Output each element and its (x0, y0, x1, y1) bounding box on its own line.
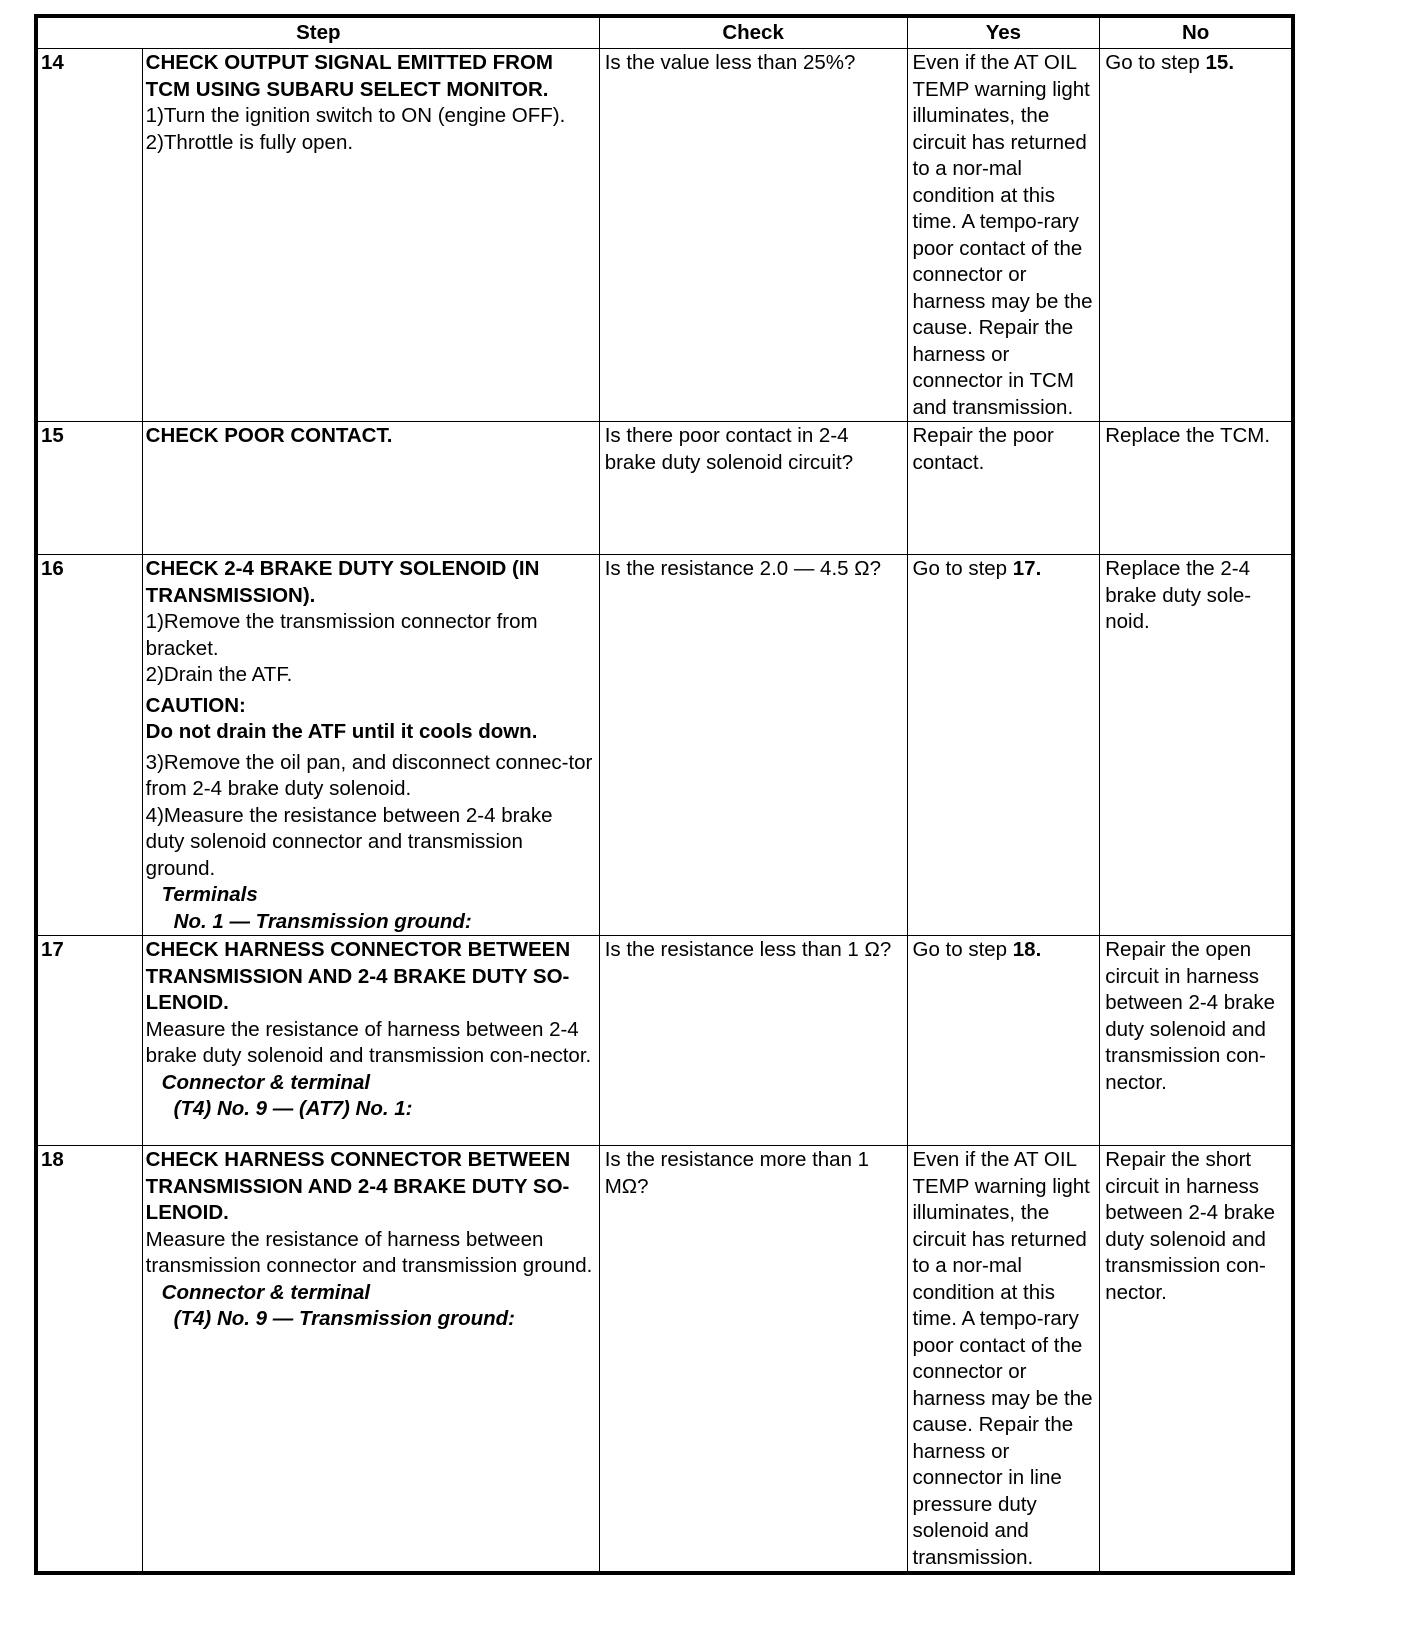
step-description (142, 1146, 599, 1572)
step-instruction: 3)Remove the oil pan, and disconnect connec-tor from 2-4 brake duty solenoid. (145, 750, 593, 800)
step-instruction: 1)Remove the transmission connector from bracket. (145, 610, 538, 660)
header-yes: Yes (907, 18, 1100, 49)
check-cell: Is the resistance 2.0 — 4.5 Ω? (599, 555, 907, 936)
no-cell: Replace the TCM. (1100, 422, 1292, 555)
step-description (142, 422, 599, 555)
step-instruction: 1)Turn the ignition switch to ON (engine OFF). (145, 104, 566, 127)
step-description (142, 555, 599, 936)
no-cell: Repair the short circuit in harness between 2-4 brake duty solenoid and transmission con-nector. (1100, 1146, 1292, 1572)
header-row (38, 18, 1292, 49)
no-cell: Replace the 2-4 brake duty sole-noid. (1100, 555, 1292, 936)
yes-cell: Even if the AT OIL TEMP warning light illuminates, the circuit has returned to a nor-mal condition at this time. A tempo-rary poor contact of the connector or harness may be the cause. Repair the harness or connector in TCM and transmission. (907, 49, 1100, 422)
no-cell (1100, 49, 1292, 422)
step-title: CHECK 2-4 BRAKE DUTY SOLENOID (IN TRANSMISSION). (145, 557, 540, 607)
check-cell: Is the resistance less than 1 Ω? (599, 936, 907, 1146)
step-title: CHECK POOR CONTACT. (145, 424, 393, 447)
check-cell: Is there poor contact in 2-4 brake duty solenoid circuit? (599, 422, 907, 555)
terminal-label: Terminals (161, 883, 258, 906)
no-cell: Repair the open circuit in harness between 2-4 brake duty solenoid and transmission con-nector. (1100, 936, 1292, 1146)
yes-cell (907, 555, 1100, 936)
header-check: Check (599, 18, 907, 49)
step-instruction: Measure the resistance of harness between 2-4 brake duty solenoid and transmission con-nector. (145, 1017, 592, 1067)
table-row (38, 1146, 1292, 1572)
header-no: No (1100, 18, 1292, 49)
yes-cell (907, 936, 1100, 1146)
table-row (38, 555, 1292, 936)
terminal-label: Connector & terminal (161, 1280, 371, 1304)
goto-text: Go to step (912, 938, 1013, 961)
yes-cell: Repair the poor contact. (907, 422, 1100, 555)
table-row (38, 422, 1292, 555)
terminal-value: (T4) No. 9 — Transmission ground: (173, 1307, 515, 1330)
yes-cell: Even if the AT OIL TEMP warning light illuminates, the circuit has returned to a nor-mal condition at this time. A tempo-rary poor contact of the connector or harness may be the cause. Repair the harness or connector in line pressure duty solenoid and transmission. (907, 1146, 1100, 1572)
caution-text: Do not drain the ATF until it cools down. (145, 720, 538, 743)
check-cell: Is the value less than 25%? (599, 49, 907, 422)
terminal-label: Connector & terminal (161, 1070, 371, 1094)
table-row (38, 49, 1292, 422)
terminal-value: No. 1 — Transmission ground: (173, 909, 472, 933)
goto-step-number: 17. (1012, 557, 1042, 580)
step-number: 15 (38, 422, 143, 555)
step-number: 17 (38, 936, 143, 1146)
goto-step-number: 18. (1012, 938, 1042, 961)
step-title: CHECK OUTPUT SIGNAL EMITTED FROM TCM USING SUBARU SELECT MONITOR. (145, 51, 554, 101)
step-number: 14 (38, 49, 143, 422)
goto-step-number: 15. (1205, 51, 1235, 74)
step-description (142, 936, 599, 1146)
caution-label: CAUTION: (145, 693, 246, 717)
table-row (38, 936, 1292, 1146)
step-number: 18 (38, 1146, 143, 1572)
header-step: Step (38, 18, 600, 49)
diagnostic-table-sheet (34, 14, 1295, 1575)
step-instruction: 2)Drain the ATF. (145, 663, 293, 686)
terminal-value: (T4) No. 9 — (AT7) No. 1: (173, 1097, 413, 1120)
step-instruction: Measure the resistance of harness between transmission connector and transmission ground. (145, 1227, 593, 1277)
goto-text: Go to step (912, 557, 1013, 580)
goto-text: Go to step (1105, 51, 1206, 74)
step-title: CHECK HARNESS CONNECTOR BETWEEN TRANSMISSION AND 2-4 BRAKE DUTY SO-LENOID. (145, 1148, 571, 1224)
step-description (142, 49, 599, 422)
step-instruction: 2)Throttle is fully open. (145, 130, 354, 154)
step-number: 16 (38, 555, 143, 936)
check-cell: Is the resistance more than 1 MΩ? (599, 1146, 907, 1572)
step-title: CHECK HARNESS CONNECTOR BETWEEN TRANSMISSION AND 2-4 BRAKE DUTY SO-LENOID. (145, 938, 571, 1014)
diagnostic-table (37, 17, 1292, 1572)
step-instruction: 4)Measure the resistance between 2-4 brake duty solenoid connector and transmission ground. (145, 803, 553, 880)
